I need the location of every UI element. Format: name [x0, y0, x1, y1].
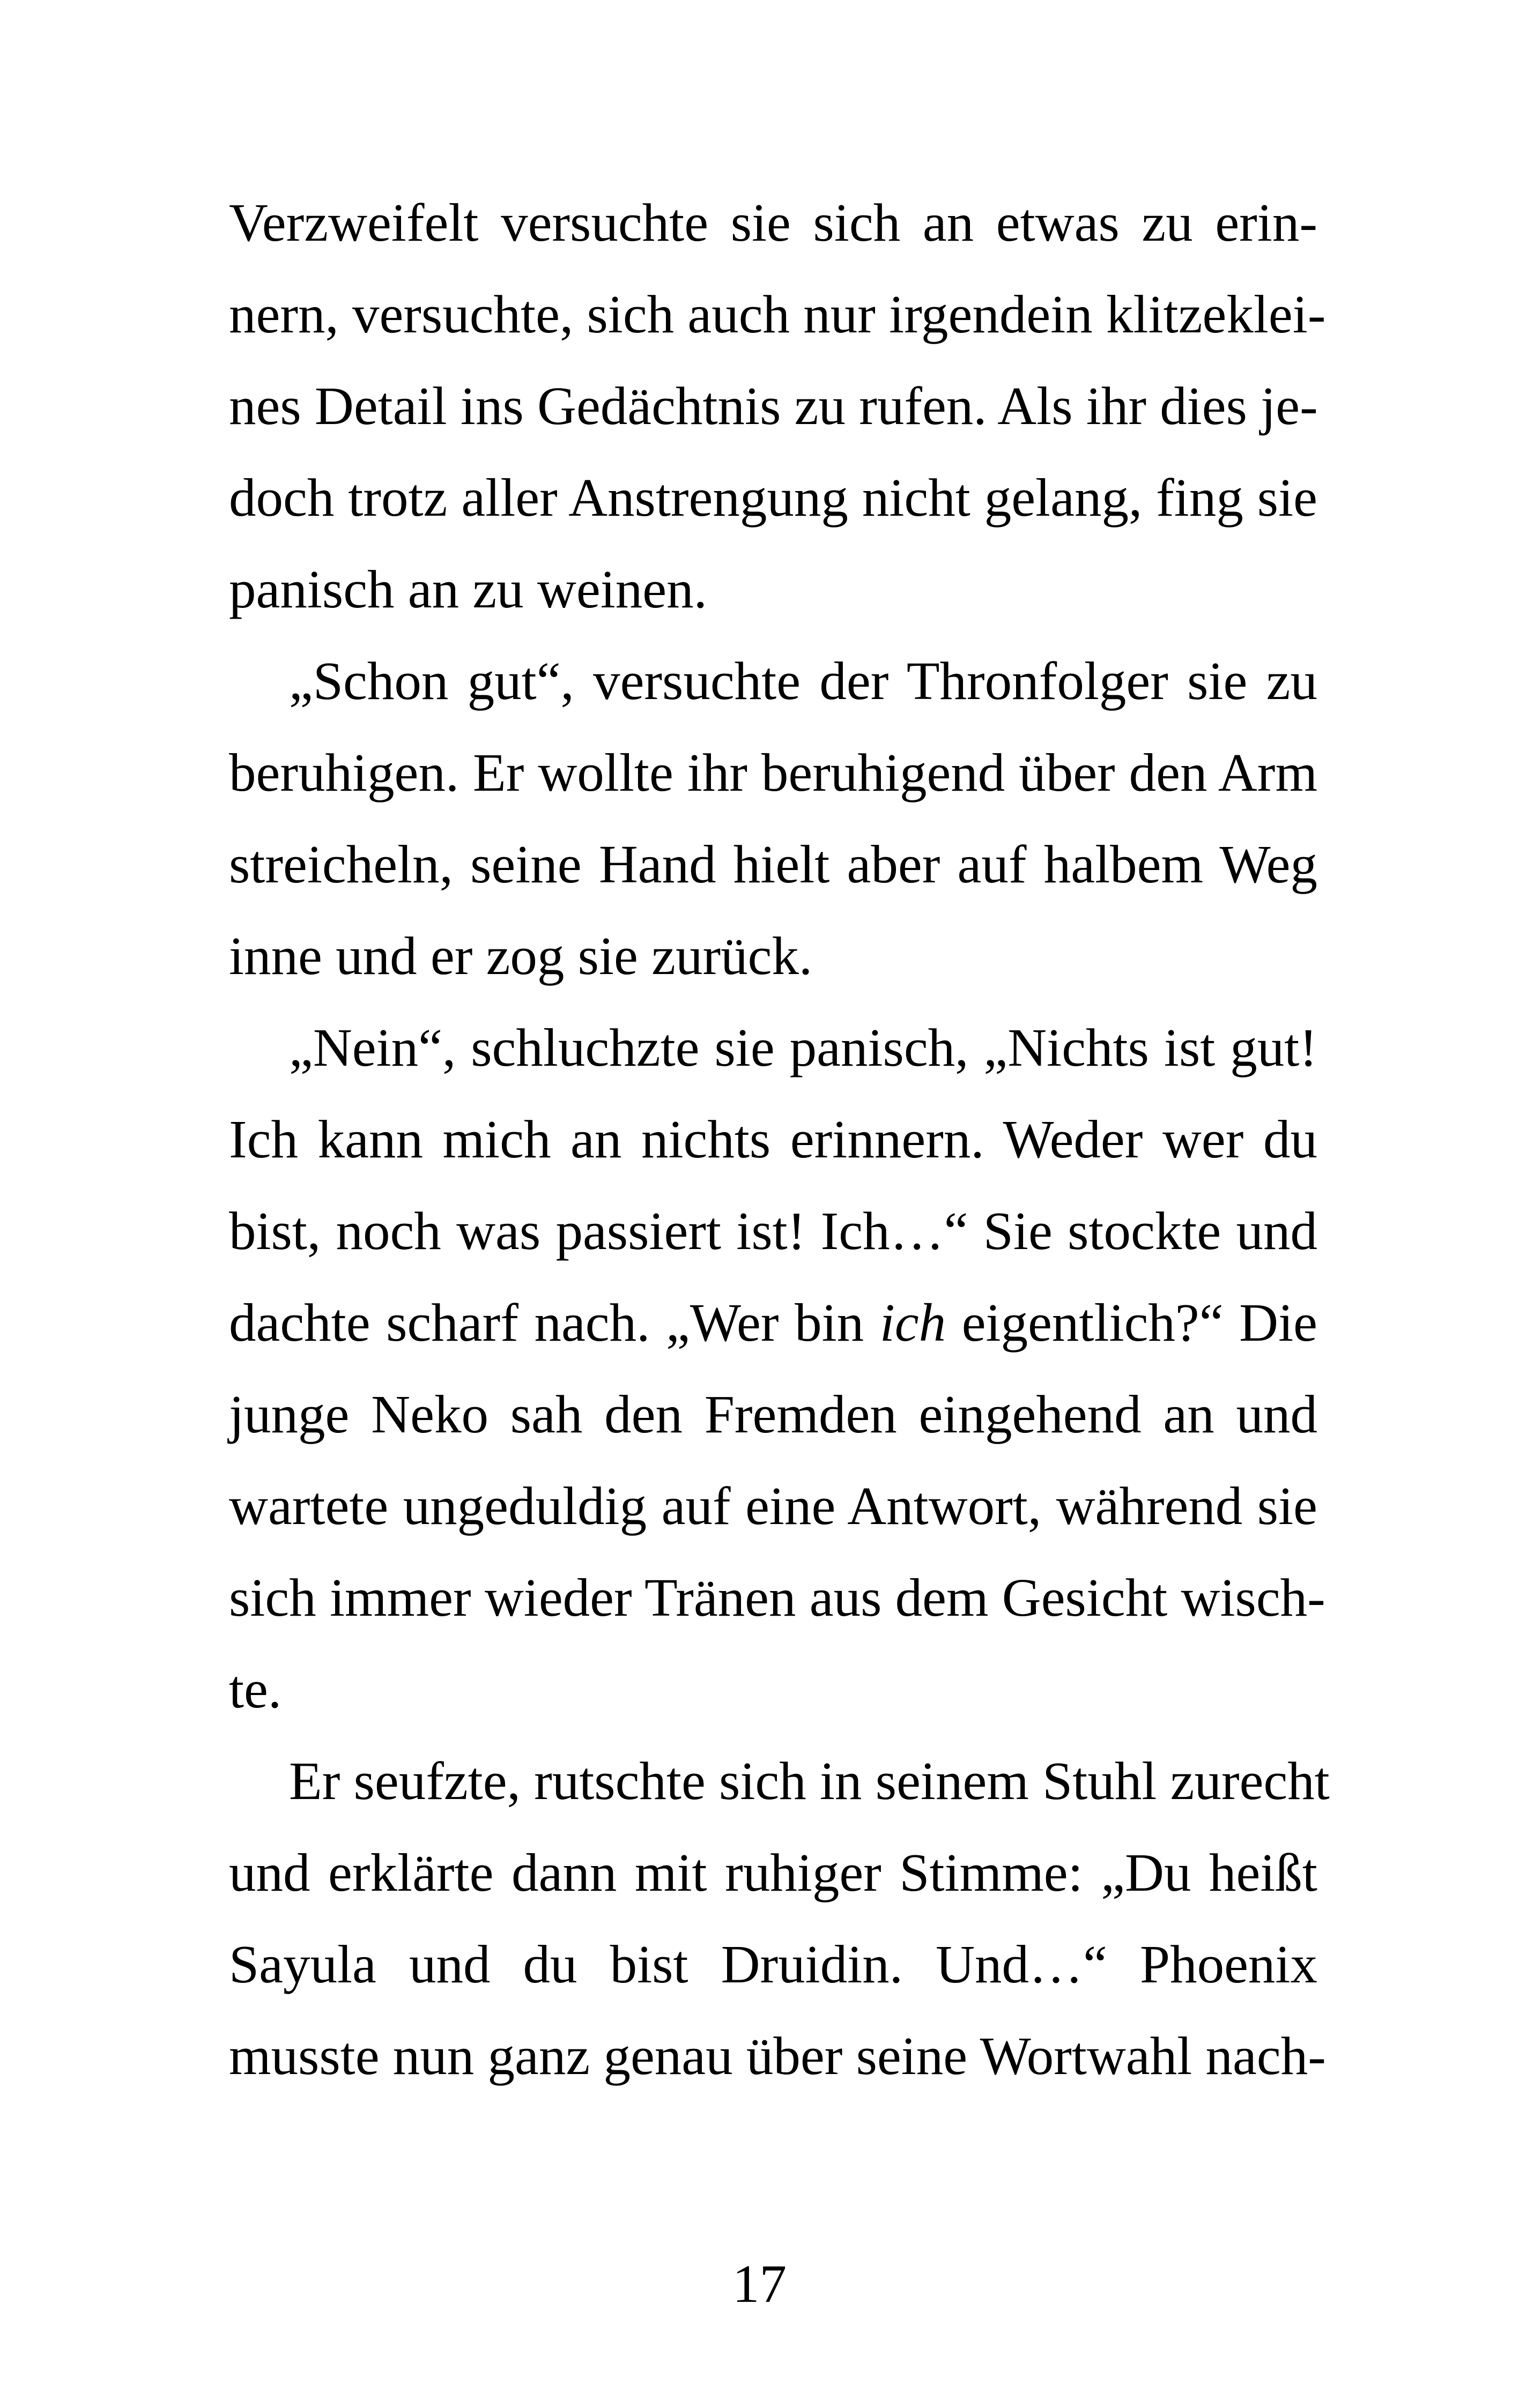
text-line: te.	[229, 1659, 282, 1719]
text-line: sich immer wieder Tränen aus dem Gesicht wisch-	[229, 1567, 1325, 1627]
text-line: junge Neko sah den Fremden eingehend an und	[229, 1384, 1317, 1444]
emphasized-word: ich	[879, 1292, 946, 1352]
text-line: panisch an zu weinen.	[229, 559, 707, 619]
paragraph-start-line: Er seufzte, rutschte sich in seinem Stuhl zurecht	[289, 1751, 1330, 1811]
text-line: doch trotz aller Anstrengung nicht gelang, fing sie	[229, 467, 1317, 527]
text-line: wartete ungeduldig auf eine Antwort, während sie	[229, 1476, 1317, 1536]
text-line: und erklärte dann mit ruhiger Stimme: „Du heißt	[229, 1842, 1317, 1902]
paragraph-start-line: „Schon gut“, versuchte der Thronfolger sie zu	[289, 651, 1317, 711]
text-segment: dachte scharf nach. „Wer bin	[229, 1292, 880, 1352]
paragraph-start-line: „Nein“, schluchzte sie panisch, „Nichts ist gut!	[289, 1017, 1317, 1077]
text-line: nern, versuchte, sich auch nur irgendein klitzeklei-	[229, 284, 1326, 344]
text-line: Sayula und du bist Druidin. Und…“ Phoenix	[229, 1934, 1317, 1994]
text-segment: eigentlich?“ Die	[946, 1292, 1317, 1352]
text-line: Ich kann mich an nichts erinnern. Weder wer du	[229, 1109, 1317, 1169]
text-line: nes Detail ins Gedächtnis zu rufen. Als ihr dies je-	[229, 376, 1318, 436]
text-line: bist, noch was passiert ist! Ich…“ Sie stockte und	[229, 1201, 1317, 1261]
page-number: 17	[732, 2254, 787, 2314]
text-line: streicheln, seine Hand hielt aber auf halbem Weg	[229, 834, 1317, 894]
text-line: beruhigen. Er wollte ihr beruhigend über den Arm	[229, 742, 1317, 802]
text-line-with-emphasis	[229, 1277, 1317, 1368]
text-line: Verzweifelt versuchte sie sich an etwas zu erin-	[229, 192, 1317, 252]
text-line: musste nun ganz genau über seine Wortwahl nach-	[229, 2026, 1326, 2086]
text-line: inne und er zog sie zurück.	[229, 926, 813, 986]
